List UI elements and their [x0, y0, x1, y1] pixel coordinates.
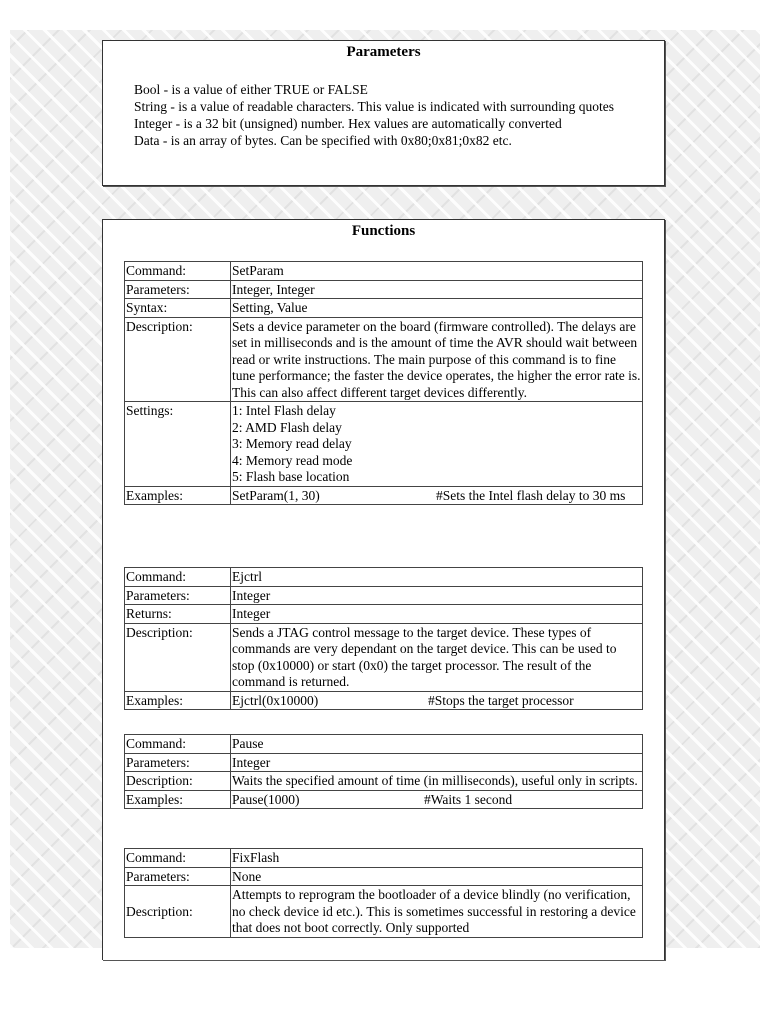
example-code: SetParam(1, 30) — [232, 487, 320, 503]
functions-box — [102, 219, 665, 960]
table-row — [125, 568, 643, 587]
table-row — [125, 280, 643, 299]
command-value: Ejctrl — [231, 568, 643, 587]
setparam-table — [124, 261, 643, 505]
table-row — [125, 849, 643, 868]
examples-label: Examples: — [125, 691, 231, 710]
table-row — [125, 605, 643, 624]
table-row — [125, 772, 643, 791]
command-label: Command: — [125, 849, 231, 868]
parameters-value: Integer — [231, 586, 643, 605]
syntax-label: Syntax: — [125, 299, 231, 318]
example-code: Ejctrl(0x10000) — [232, 692, 319, 708]
parameters-label: Parameters: — [125, 280, 231, 299]
description-value: Waits the specified amount of time (in milliseconds), useful only in scripts. — [231, 772, 643, 791]
examples-label: Examples: — [125, 790, 231, 809]
setting-item: 2: AMD Flash delay — [232, 419, 342, 435]
syntax-value: Setting, Value — [231, 299, 643, 318]
table-row — [125, 886, 643, 938]
examples-value — [231, 691, 643, 710]
pause-table — [124, 734, 643, 809]
table-row — [125, 262, 643, 281]
example-comment: #Sets the Intel flash delay to 30 ms — [436, 487, 626, 503]
ejctrl-table — [124, 567, 643, 710]
param-string: String - is a value of readable characters. This value is indicated with surrounding quotes — [134, 99, 614, 114]
settings-value — [231, 402, 643, 487]
description-label: Description: — [125, 623, 231, 691]
command-value: SetParam — [231, 262, 643, 281]
param-integer: Integer - is a 32 bit (unsigned) number. Hex values are automatically converted — [134, 116, 562, 131]
description-value: Sets a device parameter on the board (firmware controlled). The delays are set in milliseconds and is the amount of time the AVR should wait between read or write instructions. The main purpose of this command is to fine tune performance; the faster the device operates, the higher the error rate is. This can also affect different target devices differently. — [232, 318, 641, 400]
description-value: Attempts to reprogram the bootloader of a device blindly (no verification, no check device id etc.). This is sometimes successful in restoring a device that does not boot correctly. Only supported — [231, 886, 643, 938]
parameters-list — [134, 81, 644, 149]
table-row — [125, 735, 643, 754]
returns-value: Integer — [231, 605, 643, 624]
description-value: Sends a JTAG control message to the target device. These types of commands are very dependant on the target device. This can be used to stop (0x10000) or start (0x0) the target processor. The result of the command is returned. — [231, 623, 643, 691]
table-row — [125, 790, 643, 809]
examples-label: Examples: — [125, 486, 231, 505]
setting-item: 5: Flash base location — [232, 469, 350, 484]
example-comment: #Stops the target processor — [428, 692, 574, 708]
examples-value — [231, 486, 643, 505]
parameters-title: Parameters — [346, 44, 421, 60]
param-data: Data - is an array of bytes. Can be specified with 0x80;0x81;0x82 etc. — [134, 133, 512, 148]
table-row — [125, 867, 643, 886]
command-value: Pause — [231, 735, 643, 754]
command-label: Command: — [125, 735, 231, 754]
examples-value — [231, 790, 643, 809]
command-label: Command: — [125, 262, 231, 281]
table-row — [125, 486, 643, 505]
table-row — [125, 691, 643, 710]
parameters-value: None — [231, 867, 643, 886]
setting-item: 3: Memory read delay — [232, 436, 352, 451]
example-comment: #Waits 1 second — [424, 791, 513, 807]
parameters-value: Integer — [231, 753, 643, 772]
table-row — [125, 317, 643, 402]
table-row — [125, 299, 643, 318]
description-label: Description: — [125, 886, 231, 938]
setting-item: 1: Intel Flash delay — [232, 403, 336, 418]
parameters-label: Parameters: — [125, 586, 231, 605]
returns-label: Returns: — [125, 605, 231, 624]
table-row — [125, 753, 643, 772]
parameters-value: Integer, Integer — [231, 280, 643, 299]
settings-label: Settings: — [125, 402, 231, 487]
description-label: Description: — [125, 317, 231, 402]
param-bool: Bool - is a value of either TRUE or FALSE — [134, 82, 368, 97]
setting-item: 4: Memory read mode — [232, 452, 353, 468]
table-row — [125, 623, 643, 691]
table-row — [125, 586, 643, 605]
parameters-label: Parameters: — [125, 867, 231, 886]
parameters-label: Parameters: — [125, 753, 231, 772]
functions-title: Functions — [351, 223, 416, 239]
description-label: Description: — [125, 772, 231, 791]
command-value: FixFlash — [231, 849, 643, 868]
parameters-box — [102, 40, 665, 186]
command-label: Command: — [125, 568, 231, 587]
table-row — [125, 402, 643, 487]
example-code: Pause(1000) — [232, 791, 300, 807]
fixflash-table — [124, 848, 643, 938]
